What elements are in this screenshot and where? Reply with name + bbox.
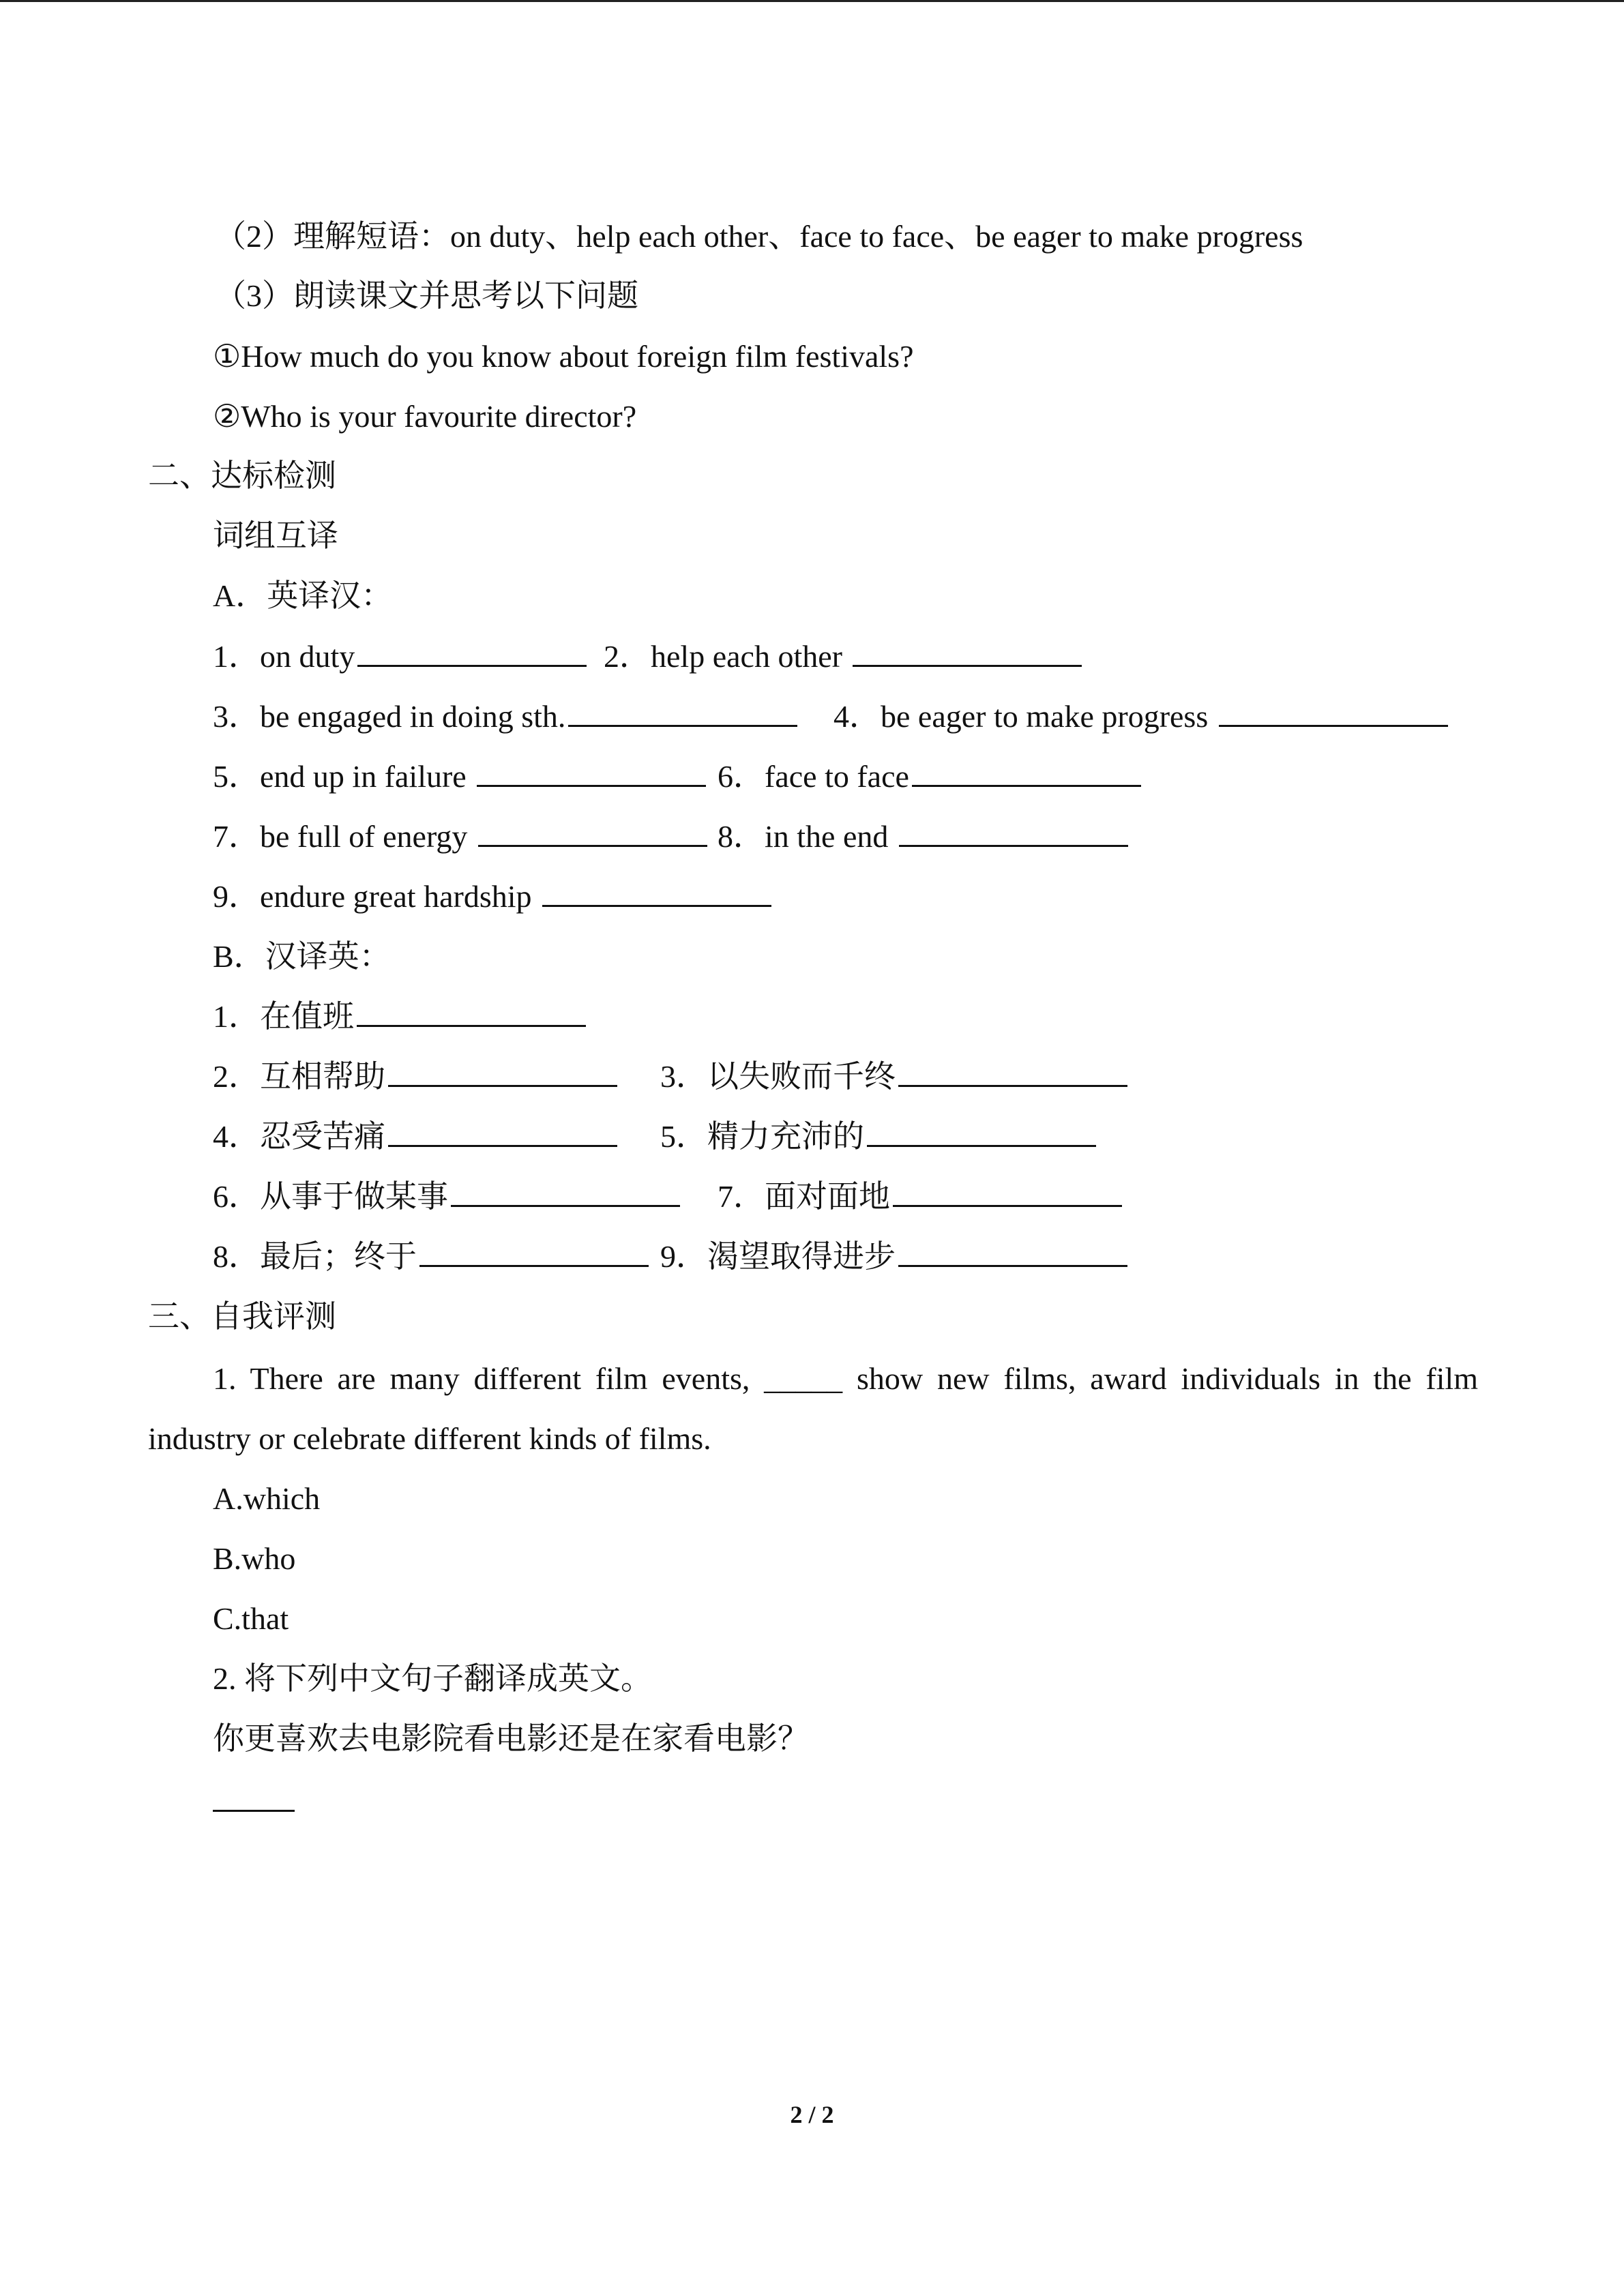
answer-blank[interactable] <box>357 1022 586 1027</box>
question-2-sentence: 你更喜欢去电影院看电影还是在家看电影？ <box>213 1721 809 1756</box>
part-a-item: 3．be engaged in doing sth. <box>213 696 800 737</box>
part-b-item: 2．互相帮助 <box>213 1056 620 1097</box>
part-a-item: 5．end up in failure <box>213 756 709 797</box>
option-b[interactable]: B.who <box>213 1541 296 1576</box>
answer-blank[interactable] <box>357 662 587 667</box>
part-b-item: 6．从事于做某事 <box>213 1176 683 1217</box>
part-b-item: 8．最后；终于 <box>213 1236 651 1277</box>
answer-blank[interactable] <box>893 1202 1122 1207</box>
answer-blank[interactable] <box>478 842 707 847</box>
answer-blank[interactable] <box>568 722 797 727</box>
page-number: 2 / 2 <box>790 2101 834 2128</box>
part-a-label: A．英译汉： <box>213 578 393 613</box>
part-b-item: 9．渴望取得进步 <box>660 1236 1130 1277</box>
learning-item-2: （2）理解短语：on duty、help each other、face to face、be eager to make progress <box>215 219 1303 254</box>
answer-blank[interactable] <box>388 1142 617 1147</box>
answer-blank[interactable] <box>898 1262 1127 1267</box>
answer-blank[interactable] <box>388 1082 617 1087</box>
question-text: 1. There are many different film events, _____ show new films, award individuals in the film <box>213 1361 1478 1396</box>
part-a-item: 9．endure great hardship <box>213 876 774 917</box>
learning-item-3: （3）朗读课文并思考以下问题 <box>215 278 638 313</box>
section-3-heading: 三、自我评测 <box>148 1299 336 1334</box>
option-c[interactable]: C.that <box>213 1601 289 1636</box>
answer-blank[interactable] <box>451 1202 680 1207</box>
answer-blank[interactable] <box>542 902 771 907</box>
option-a[interactable]: A.which <box>213 1481 321 1516</box>
question-1: ①How much do you know about foreign film festivals? <box>213 339 914 374</box>
question-2: 2. 将下列中文句子翻译成英文。 <box>213 1661 652 1696</box>
part-a-item: 7．be full of energy <box>213 816 710 857</box>
part-a-item: 4．be eager to make progress <box>833 696 1451 737</box>
answer-blank[interactable] <box>1219 722 1448 727</box>
part-b-item: 5．精力充沛的 <box>660 1116 1099 1157</box>
part-b-item: 1．在值班 <box>213 996 589 1037</box>
answer-blank[interactable] <box>899 842 1128 847</box>
answer-line[interactable] <box>213 1781 295 1822</box>
answer-blank[interactable] <box>853 662 1082 667</box>
top-border <box>0 0 1624 2</box>
part-b-item: 4．忍受苦痛 <box>213 1116 620 1157</box>
answer-blank[interactable] <box>867 1142 1096 1147</box>
answer-blank[interactable] <box>912 782 1141 787</box>
part-b-item: 3．以失败而千终 <box>660 1056 1130 1097</box>
answer-blank[interactable] <box>898 1082 1127 1087</box>
section-2-heading: 二、达标检测 <box>148 458 336 493</box>
question-2: ②Who is your favourite director? <box>213 399 637 434</box>
part-a-item: 6．face to face <box>718 756 1144 797</box>
answer-blank[interactable] <box>477 782 706 787</box>
answer-blank[interactable] <box>419 1262 649 1267</box>
part-a-item: 1．on duty <box>213 636 589 677</box>
section-2-subheading: 词组互译 <box>213 518 338 553</box>
part-a-item: 8．in the end <box>718 816 1131 857</box>
part-b-label: B．汉译英： <box>213 939 391 974</box>
part-a-item: 2．help each other <box>604 636 1084 677</box>
question-text-cont: industry or celebrate different kinds of films. <box>148 1421 711 1456</box>
part-b-item: 7．面对面地 <box>718 1176 1125 1217</box>
